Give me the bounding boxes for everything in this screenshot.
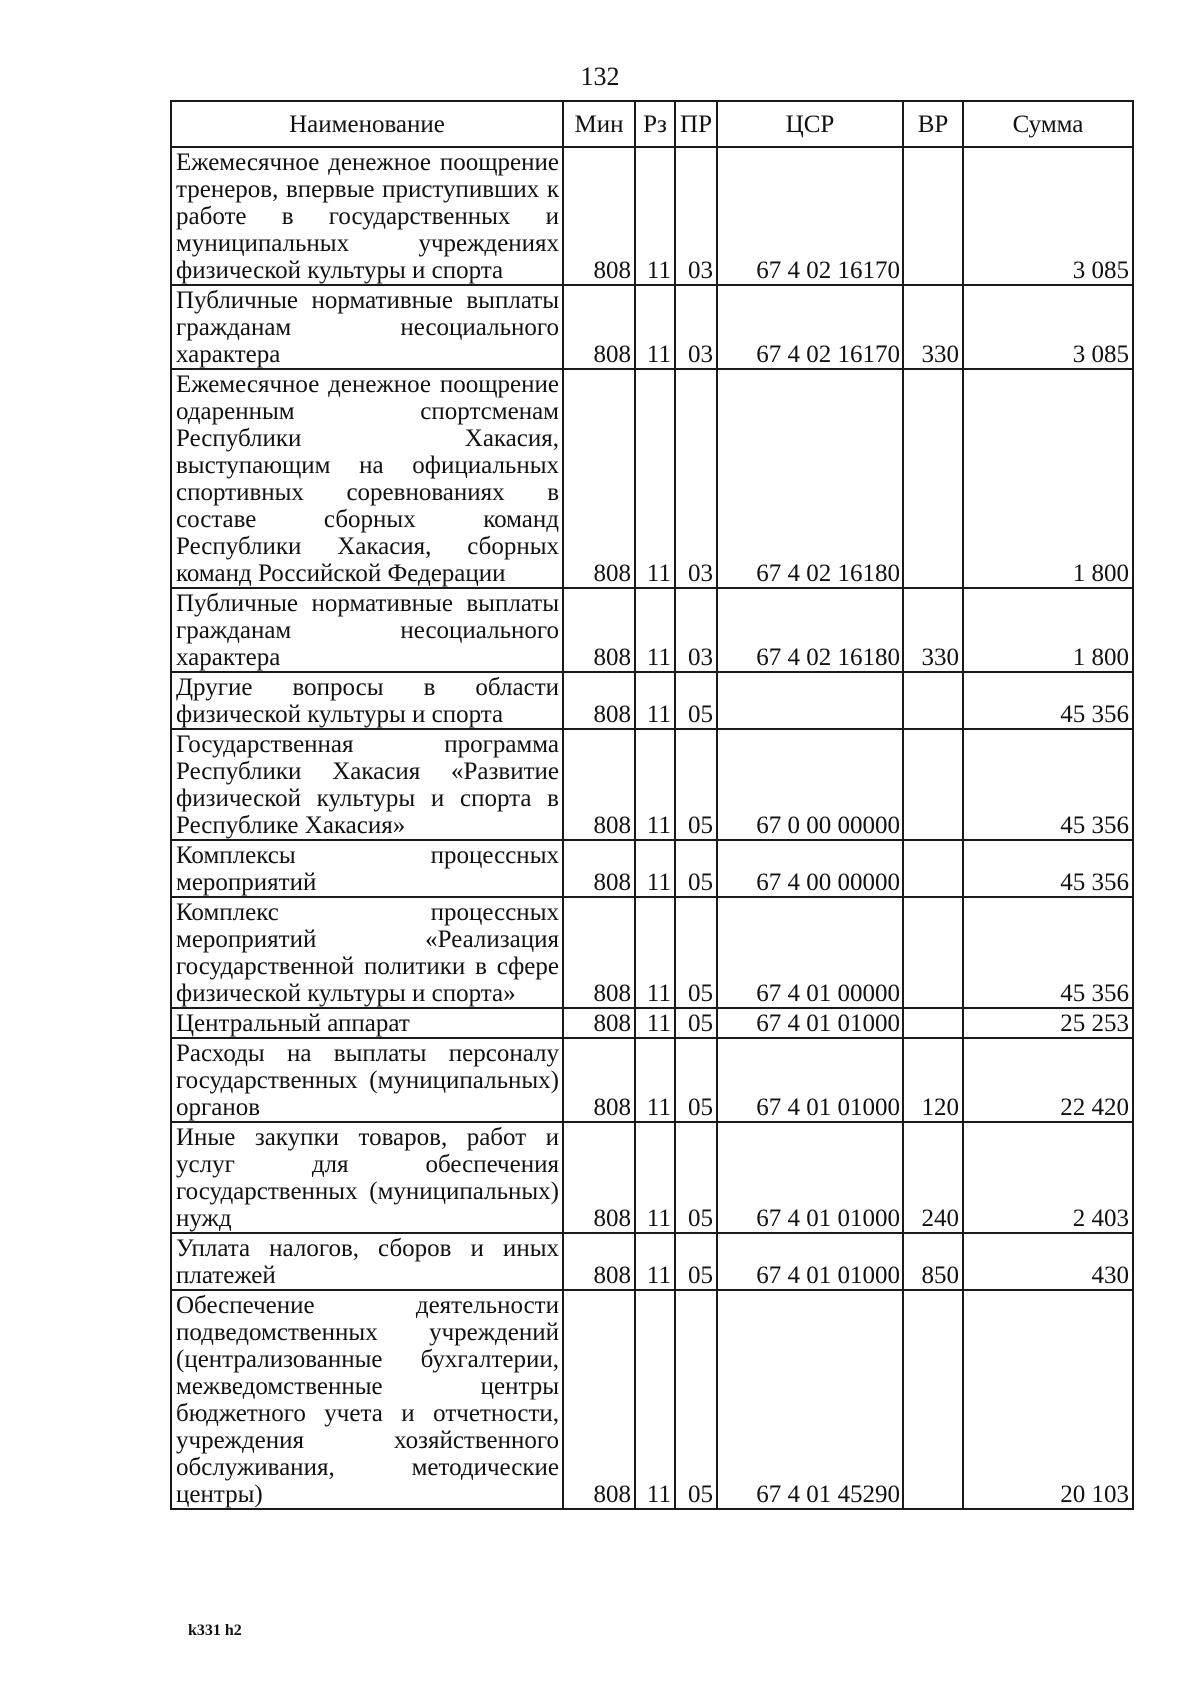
row-pr: 05 [675,1038,717,1122]
row-min: 808 [563,1233,635,1290]
row-min: 808 [563,897,635,1008]
table-row [171,1008,1133,1038]
row-sum: 430 [963,1233,1133,1290]
footer-code: k331 h2 [188,1622,242,1639]
row-csr: 67 4 01 01000 [717,1038,903,1122]
row-vr [903,897,963,1008]
row-min: 808 [563,840,635,897]
row-pr: 05 [675,897,717,1008]
header-csr: ЦСР [717,101,903,147]
row-vr: 850 [903,1233,963,1290]
row-rz: 11 [635,729,675,840]
row-pr: 05 [675,729,717,840]
row-vr [903,672,963,729]
row-sum: 20 103 [963,1290,1133,1509]
table-row [171,1122,1133,1233]
header-sum: Сумма [963,101,1133,147]
row-min: 808 [563,369,635,588]
table-row [171,1233,1133,1290]
header-rz: Рз [635,101,675,147]
row-csr: 67 4 02 16170 [717,285,903,369]
row-vr: 240 [903,1122,963,1233]
row-rz: 11 [635,1233,675,1290]
row-sum: 22 420 [963,1038,1133,1122]
row-name: Расходы на выплаты персоналу государственных (муниципальных) органов [171,1038,563,1122]
row-csr: 67 0 00 00000 [717,729,903,840]
row-vr [903,729,963,840]
row-name: Публичные нормативные выплаты гражданам несоциального характера [171,588,563,672]
page-number: 132 [580,62,620,91]
row-min: 808 [563,672,635,729]
row-rz: 11 [635,588,675,672]
row-pr: 05 [675,840,717,897]
header-vr: ВР [903,101,963,147]
row-name: Центральный аппарат [171,1008,563,1038]
row-rz: 11 [635,1008,675,1038]
table-row [171,1038,1133,1122]
row-sum: 1 800 [963,588,1133,672]
row-csr: 67 4 02 16180 [717,369,903,588]
row-vr [903,147,963,285]
row-rz: 11 [635,1290,675,1509]
row-vr: 120 [903,1038,963,1122]
row-vr [903,1290,963,1509]
row-csr: 67 4 01 45290 [717,1290,903,1509]
row-min: 808 [563,729,635,840]
row-min: 808 [563,285,635,369]
row-csr: 67 4 01 01000 [717,1122,903,1233]
header-min: Мин [563,101,635,147]
row-name: Публичные нормативные выплаты гражданам несоциального характера [171,285,563,369]
table-row [171,588,1133,672]
row-min: 808 [563,1290,635,1509]
table-row [171,147,1133,285]
row-min: 808 [563,1038,635,1122]
row-sum: 2 403 [963,1122,1133,1233]
budget-table [170,100,1134,1510]
row-pr: 03 [675,588,717,672]
row-pr: 05 [675,1290,717,1509]
row-pr: 03 [675,369,717,588]
row-vr [903,369,963,588]
row-sum: 1 800 [963,369,1133,588]
header-name: Наименование [171,101,563,147]
table-row [171,1290,1133,1509]
row-vr [903,1008,963,1038]
row-sum: 45 356 [963,729,1133,840]
row-vr: 330 [903,285,963,369]
row-name: Уплата налогов, сборов и иных платежей [171,1233,563,1290]
row-csr: 67 4 01 01000 [717,1233,903,1290]
row-vr: 330 [903,588,963,672]
table-row [171,840,1133,897]
row-name: Другие вопросы в области физической культуры и спорта [171,672,563,729]
row-rz: 11 [635,840,675,897]
row-pr: 03 [675,285,717,369]
row-pr: 03 [675,147,717,285]
row-sum: 3 085 [963,285,1133,369]
row-csr: 67 4 02 16180 [717,588,903,672]
header-row [171,101,1133,147]
row-sum: 3 085 [963,147,1133,285]
row-pr: 05 [675,1233,717,1290]
row-min: 808 [563,1122,635,1233]
row-sum: 25 253 [963,1008,1133,1038]
row-name: Ежемесячное денежное поощрение одаренным спортсменам Республики Хакасия, выступающим на официальных спортивных соревнованиях в составе сборных команд Республики Хакасия, сборных команд Российской Федерации [171,369,563,588]
row-name: Государственная программа Республики Хакасия «Развитие физической культуры и спорта в Республике Хакасия» [171,729,563,840]
row-sum: 45 356 [963,897,1133,1008]
header-pr: ПР [675,101,717,147]
row-name: Комплекс процессных мероприятий «Реализация государственной политики в сфере физической культуры и спорта» [171,897,563,1008]
row-pr: 05 [675,672,717,729]
table-row [171,285,1133,369]
row-csr: 67 4 01 00000 [717,897,903,1008]
row-rz: 11 [635,1122,675,1233]
row-sum: 45 356 [963,672,1133,729]
row-rz: 11 [635,1038,675,1122]
table-row [171,729,1133,840]
row-csr: 67 4 01 01000 [717,1008,903,1038]
table-row [171,369,1133,588]
row-rz: 11 [635,147,675,285]
row-rz: 11 [635,897,675,1008]
row-csr: 67 4 02 16170 [717,147,903,285]
table-row [171,897,1133,1008]
row-rz: 11 [635,285,675,369]
table-row [171,672,1133,729]
row-name: Обеспечение деятельности подведомственных учреждений (централизованные бухгалтерии, межведомственные центры бюджетного учета и отчетности, учреждения хозяйственного обслуживания, методические центры) [171,1290,563,1509]
row-sum: 45 356 [963,840,1133,897]
row-name: Ежемесячное денежное поощрение тренеров, впервые приступивших к работе в государственных и муниципальных учреждениях физической культуры и спорта [171,147,563,285]
row-vr [903,840,963,897]
row-name: Комплексы процессных мероприятий [171,840,563,897]
row-csr: 67 4 00 00000 [717,840,903,897]
row-name: Иные закупки товаров, работ и услуг для обеспечения государственных (муниципальных) нужд [171,1122,563,1233]
row-min: 808 [563,1008,635,1038]
row-pr: 05 [675,1008,717,1038]
row-rz: 11 [635,369,675,588]
row-min: 808 [563,147,635,285]
row-csr [717,672,903,729]
row-pr: 05 [675,1122,717,1233]
row-rz: 11 [635,672,675,729]
row-min: 808 [563,588,635,672]
